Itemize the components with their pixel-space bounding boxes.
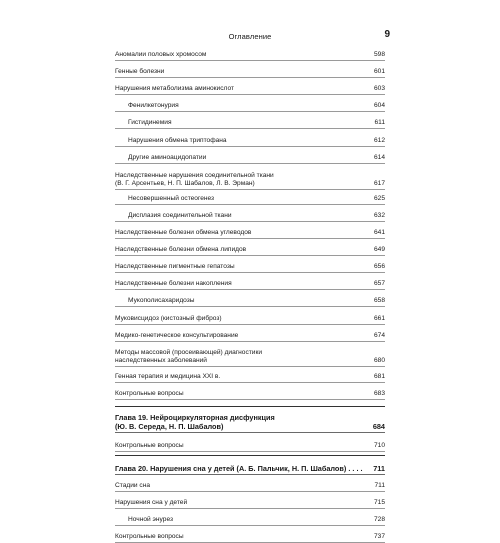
chapter-divider: [115, 406, 385, 407]
toc-entry-title: Глава 20. Нарушения сна у детей (А. Б. Пальчик, Н. П. Шабалов) . . . .: [115, 464, 363, 473]
toc-entry[interactable]: [115, 479, 385, 492]
page-number: 9: [384, 29, 390, 40]
toc-entry-title: Контрольные вопросы: [115, 533, 184, 540]
toc-entry-page: 680: [373, 357, 385, 364]
toc-entry-page: 601: [373, 68, 385, 75]
toc-entry-page: 711: [373, 464, 385, 473]
toc-entry-title: Мукополисахаридозы: [128, 297, 195, 304]
toc-entry-title: Несовершенный остеогенез: [128, 195, 215, 202]
toc-entry[interactable]: [115, 48, 385, 61]
toc-chapter[interactable]: [115, 462, 385, 475]
toc-entry-page: 711: [374, 482, 385, 489]
toc-entry[interactable]: [115, 312, 385, 325]
toc-entry-title: Наследственные болезни накопления: [115, 280, 232, 287]
toc-entry-title: Наследственные нарушения соединительной ткани (В. Г. Арсентьев, Н. П. Шабалов, Л. В. Эрман): [115, 172, 274, 187]
toc-entry-page: 657: [373, 280, 385, 287]
toc-entry[interactable]: [115, 192, 385, 205]
toc-entry-title: Нарушения метаболизма аминокислот: [115, 85, 235, 92]
toc-entry-title: Контрольные вопросы: [115, 442, 184, 449]
toc-entry-title: Ночной энурез: [128, 516, 173, 523]
toc-entry[interactable]: [115, 294, 385, 307]
toc-entry-page: 658: [373, 297, 385, 304]
toc-entry-page: 710: [373, 442, 385, 449]
toc-entry[interactable]: [115, 530, 385, 543]
toc-entry-page: 656: [373, 263, 385, 270]
toc-entry-page: 617: [373, 180, 385, 187]
toc-entry[interactable]: [115, 513, 385, 526]
toc-entry[interactable]: [115, 226, 385, 239]
toc-entry-title: Генные болезни: [115, 68, 165, 75]
toc-entry-page: 674: [373, 332, 385, 339]
toc-entry[interactable]: [115, 277, 385, 290]
toc-entry[interactable]: [115, 260, 385, 273]
toc-entry-page: 603: [373, 85, 385, 92]
toc-entry-title: Наследственные болезни обмена липидов: [115, 246, 247, 253]
toc-entry-page: 614: [373, 154, 385, 161]
toc-entry-title: Дисплазия соединительной ткани: [128, 212, 232, 219]
toc-chapter[interactable]: [115, 410, 385, 433]
toc-entry-title: Фенилкетонурия: [128, 102, 179, 109]
toc-entry-page: 611: [374, 119, 385, 126]
toc-entry[interactable]: [115, 65, 385, 78]
toc-entry-page: 632: [373, 212, 385, 219]
toc-entry[interactable]: [115, 168, 385, 190]
toc-entry-title: Другие аминоацидопатии: [128, 154, 207, 161]
toc-entry-title: Наследственные болезни обмена углеводов: [115, 229, 252, 236]
toc-entry-title: Контрольные вопросы: [115, 390, 184, 397]
toc-entry-page: 604: [373, 102, 385, 109]
toc-entry[interactable]: [115, 387, 385, 400]
toc-entry-title: Наследственные пигментные гепатозы: [115, 263, 235, 270]
toc-entry-title: Медико-генетическое консультирование: [115, 332, 239, 339]
toc-entry-page: 683: [373, 390, 385, 397]
toc-entry-title: Методы массовой (просеивающей) диагностики наследственных заболеваний: [115, 349, 263, 364]
toc-entry[interactable]: [115, 345, 385, 367]
toc-entry-title: Нарушения обмена триптофана: [128, 137, 227, 144]
toc-entry[interactable]: [115, 134, 385, 147]
toc-entry[interactable]: [115, 243, 385, 256]
chapter-divider: [115, 455, 385, 456]
toc-entry-page: 715: [373, 499, 385, 506]
toc-entry-page: 684: [372, 422, 385, 431]
toc-entry-page: 737: [373, 533, 385, 540]
toc-entry-page: 625: [373, 195, 385, 202]
toc-entry[interactable]: [115, 82, 385, 95]
toc-entry-title: Гистидинемия: [128, 119, 172, 126]
toc-entry-title: Нарушения сна у детей: [115, 499, 188, 506]
toc-entry-page: 598: [373, 51, 385, 58]
toc-entry[interactable]: [115, 329, 385, 342]
toc-entry[interactable]: [115, 116, 385, 129]
running-title: Оглавление: [228, 32, 272, 41]
page-header: [115, 29, 390, 43]
toc-entry-title: Стадии сна: [115, 482, 151, 489]
toc-entry-page: 728: [373, 516, 385, 523]
toc-entry-page: 681: [373, 373, 385, 380]
toc-entry-title: Глава 19. Нейроциркуляторная дисфункция (Ю. В. Середа, Н. П. Шабалов): [115, 413, 275, 431]
toc-entry-page: 612: [373, 137, 385, 144]
toc-entry[interactable]: [115, 209, 385, 222]
toc-entry-title: Муковисцидоз (кистозный фиброз): [115, 315, 222, 322]
toc-entry[interactable]: [115, 496, 385, 509]
toc-entry-page: 649: [373, 246, 385, 253]
toc-entry[interactable]: [115, 439, 385, 452]
toc-entry[interactable]: [115, 151, 385, 164]
toc-entry[interactable]: [115, 99, 385, 112]
toc-entry-title: Генная терапия и медицина XXI в.: [115, 373, 221, 380]
toc-entry-page: 661: [373, 315, 385, 322]
toc-entry-page: 641: [373, 229, 385, 236]
toc-entry-title: Аномалии половых хромосом: [115, 51, 207, 58]
toc-entry[interactable]: [115, 370, 385, 383]
